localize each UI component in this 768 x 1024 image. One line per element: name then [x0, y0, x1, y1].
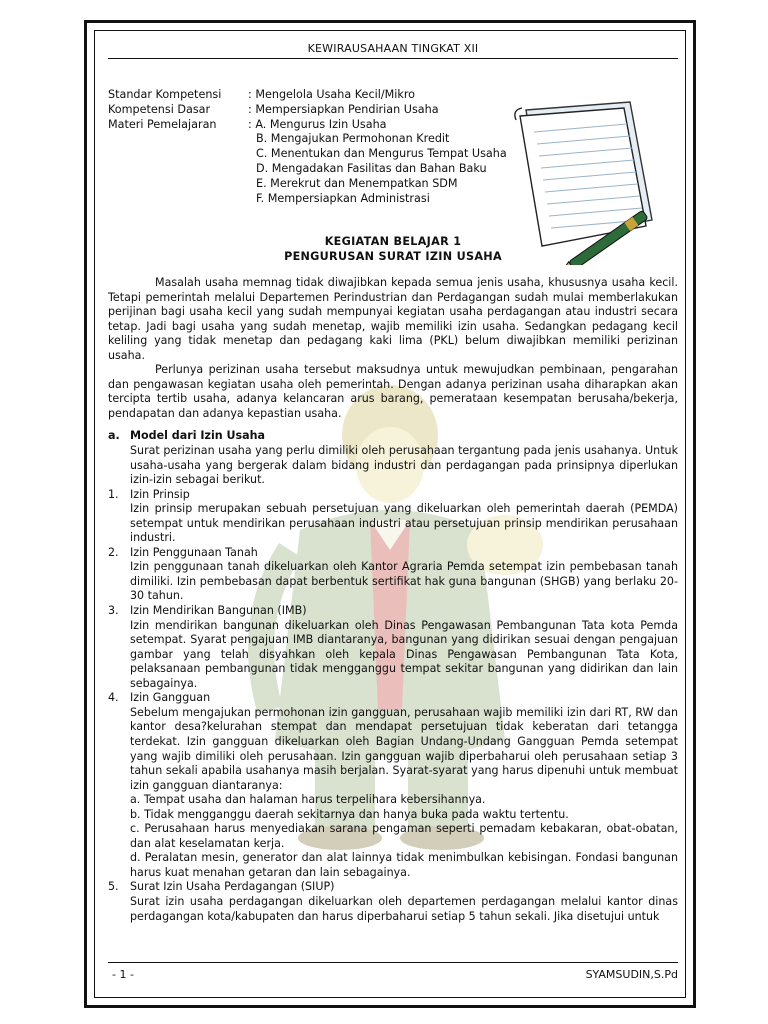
section-a-title: Model dari Izin Usaha	[130, 429, 265, 443]
kompetensi-label: Kompetensi Dasar	[108, 102, 211, 116]
list-item-title: Surat Izin Usaha Perdagangan (SIUP)	[130, 880, 335, 894]
list-item-title: Izin Penggunaan Tanah	[130, 545, 258, 559]
list-item-text: Sebelum mengajukan permohonan izin gangguan, perusahaan wajib memiliki izin dari RT, RW dan kantor desa?kelurahan stempat dan mendapat persetujuan tidak keberatan dari tetangga terdekat. Izin gangguan dikeluarkan oleh Bagian Undang-Undang Gangguan Pemda setempat yang wajib dimiliki oleh perusahaan. Izin gangguan wajib diperbaharui oleh perusahaan setiap 3 tahun sekali apabila usahanya masih berjalan. Syarat-syarat yang harus dipenuhi untuk membuat izin gangguan diantaranya:	[130, 705, 678, 792]
competency-block	[108, 88, 507, 206]
list-item-title: Izin Gangguan	[130, 691, 211, 705]
list-item-text: Surat izin usaha perdagangan dikeluarkan oleh departemen perdagangan melalui kantor dinas perdagangan kota/kabupaten dan harus diperbaharui setiap 5 tahun sekali. Jika disetujui untuk	[130, 894, 678, 923]
list-item	[108, 488, 678, 503]
page-number: - 1 -	[112, 968, 134, 981]
author-name: SYAMSUDIN,S.Pd	[585, 968, 678, 981]
lesson-title-line2: PENGURUSAN SURAT IZIN USAHA	[284, 250, 502, 263]
materi-item: C. Menentukan dan Mengurus Tempat Usaha	[256, 147, 507, 161]
list-item-text: Izin prinsip merupakan sebuah persetujuan yang dikeluarkan oleh pemerintah daerah (PEMDA) setempat untuk mendirikan perusahaan industri atau persetujuan prinsip mendirikan perusahaan industri.	[130, 502, 678, 545]
list-item	[108, 880, 678, 895]
paragraph: Perlunya perizinan usaha tersebut maksudnya untuk mewujudkan pembinaan, pengarahan dan pengawasan kegiatan usaha oleh pemerintah. Dengan adanya perizinan usaha diharapkan akan tercipta tertib usaha, adanya kelancaran arus barang, pemerataan kesempatan berusaha/bekerja, pendapatan dan adanya kepastian usaha.	[108, 363, 678, 420]
list-item-number: 5.	[108, 880, 119, 894]
sub-item: d. Peralatan mesin, generator dan alat lainnya tidak menimbulkan kebisingan. Fondasi bangunan harus kuat menahan getaran dan lain sebagainya.	[130, 851, 678, 879]
materi-item: D. Mengadakan Fasilitas dan Bahan Baku	[256, 161, 487, 175]
sub-item: b. Tidak mengganggu daerah sekitarnya dan hanya buka pada waktu tertentu.	[130, 807, 569, 821]
standar-label: Standar Kompetensi	[108, 88, 222, 101]
lesson-title-line1: KEGIATAN BELAJAR 1	[324, 235, 462, 248]
list-item-title: Izin Prinsip	[130, 487, 190, 501]
list-item-text: Izin penggunaan tanah dikeluarkan oleh Kantor Agraria Pemda setempat izin pembebasan tanah dimiliki. Izin pembebasan dapat berbentuk sertifikat hak guna bangunan (SHGB) yang berlaku 20-30 tahun.	[130, 560, 678, 603]
section-a-intro: Surat perizinan usaha yang perlu dimiliki oleh perusahaan tergantung pada jenis usahanya. Untuk usaha-usaha yang bergerak dalam bidang industri dan perdagangan pada prinsipnya diperlukan izin-izin sebagai berikut.	[130, 444, 678, 487]
materi-item: E. Merekrut dan Menempatkan SDM	[256, 176, 458, 190]
materi-item: : A. Mengurus Izin Usaha	[248, 117, 387, 131]
list-item-number: 3.	[108, 604, 119, 618]
materi-item: F. Mempersiapkan Administrasi	[256, 191, 430, 205]
document-body	[108, 276, 678, 924]
list-item-number: 1.	[108, 487, 119, 501]
section-a-mark: a.	[108, 429, 120, 443]
list-item	[108, 546, 678, 561]
section-a-heading	[108, 429, 678, 444]
list-item-number: 2.	[108, 545, 119, 559]
sub-item: a. Tempat usaha dan halaman harus terpelihara kebersihannya.	[130, 793, 486, 807]
lesson-title	[108, 234, 678, 264]
paragraph: Masalah usaha memnag tidak diwajibkan kepada semua jenis usaha, khususnya usaha kecil. Tetapi pemerintah melalui Departemen Perindustrian dan Perdagangan sudah mulai memberlakukan perijinan bagi usaha kecil yang sudah mempunyai kegiatan usaha perdagangan atau industri secara tetap. Jadi bagi usaha yang sudah menetap, wajib memiliki izin usaha. Sedangkan pedagang kecil keliling yang tidak menetap dan pedagang kaki lima (PKL) belum diwajibkan memiliki perizinan usaha.	[108, 276, 678, 362]
list-item-text: Izin mendirikan bangunan dikeluarkan oleh Dinas Pengawasan Pembangunan Tata kota Pemda setempat. Syarat pengajuan IMB diantaranya, bangunan yang didirikan sesuai dengan pengajuan gambar yang telah disyahkan oleh kepala Dinas Pengawasan Pembangunan Tata Kota, pelaksanaan pembangunan tidak mengganggu tempat sekitar bangunan yang didirikan dan lain sebagainya.	[130, 618, 678, 690]
list-item	[108, 691, 678, 706]
materi-item: B. Mengajukan Permohonan Kredit	[256, 132, 450, 146]
footer-rule	[108, 962, 678, 963]
materi-label: Materi Pemelajaran	[108, 117, 217, 131]
sub-item: c. Perusahaan harus menyediakan sarana pengaman seperti pemadam kebakaran, obat-obatan, dan alat keselamatan kerja.	[130, 822, 678, 850]
document-header: KEWIRAUSAHAAN TINGKAT XII	[307, 42, 479, 55]
list-item	[108, 604, 678, 619]
header-rule	[108, 58, 678, 59]
standar-value: : Mengelola Usaha Kecil/Mikro	[248, 88, 416, 101]
list-item-number: 4.	[108, 691, 119, 705]
list-item-title: Izin Mendirikan Bangunan (IMB)	[130, 604, 307, 618]
kompetensi-value: : Mempersiapkan Pendirian Usaha	[248, 102, 439, 116]
